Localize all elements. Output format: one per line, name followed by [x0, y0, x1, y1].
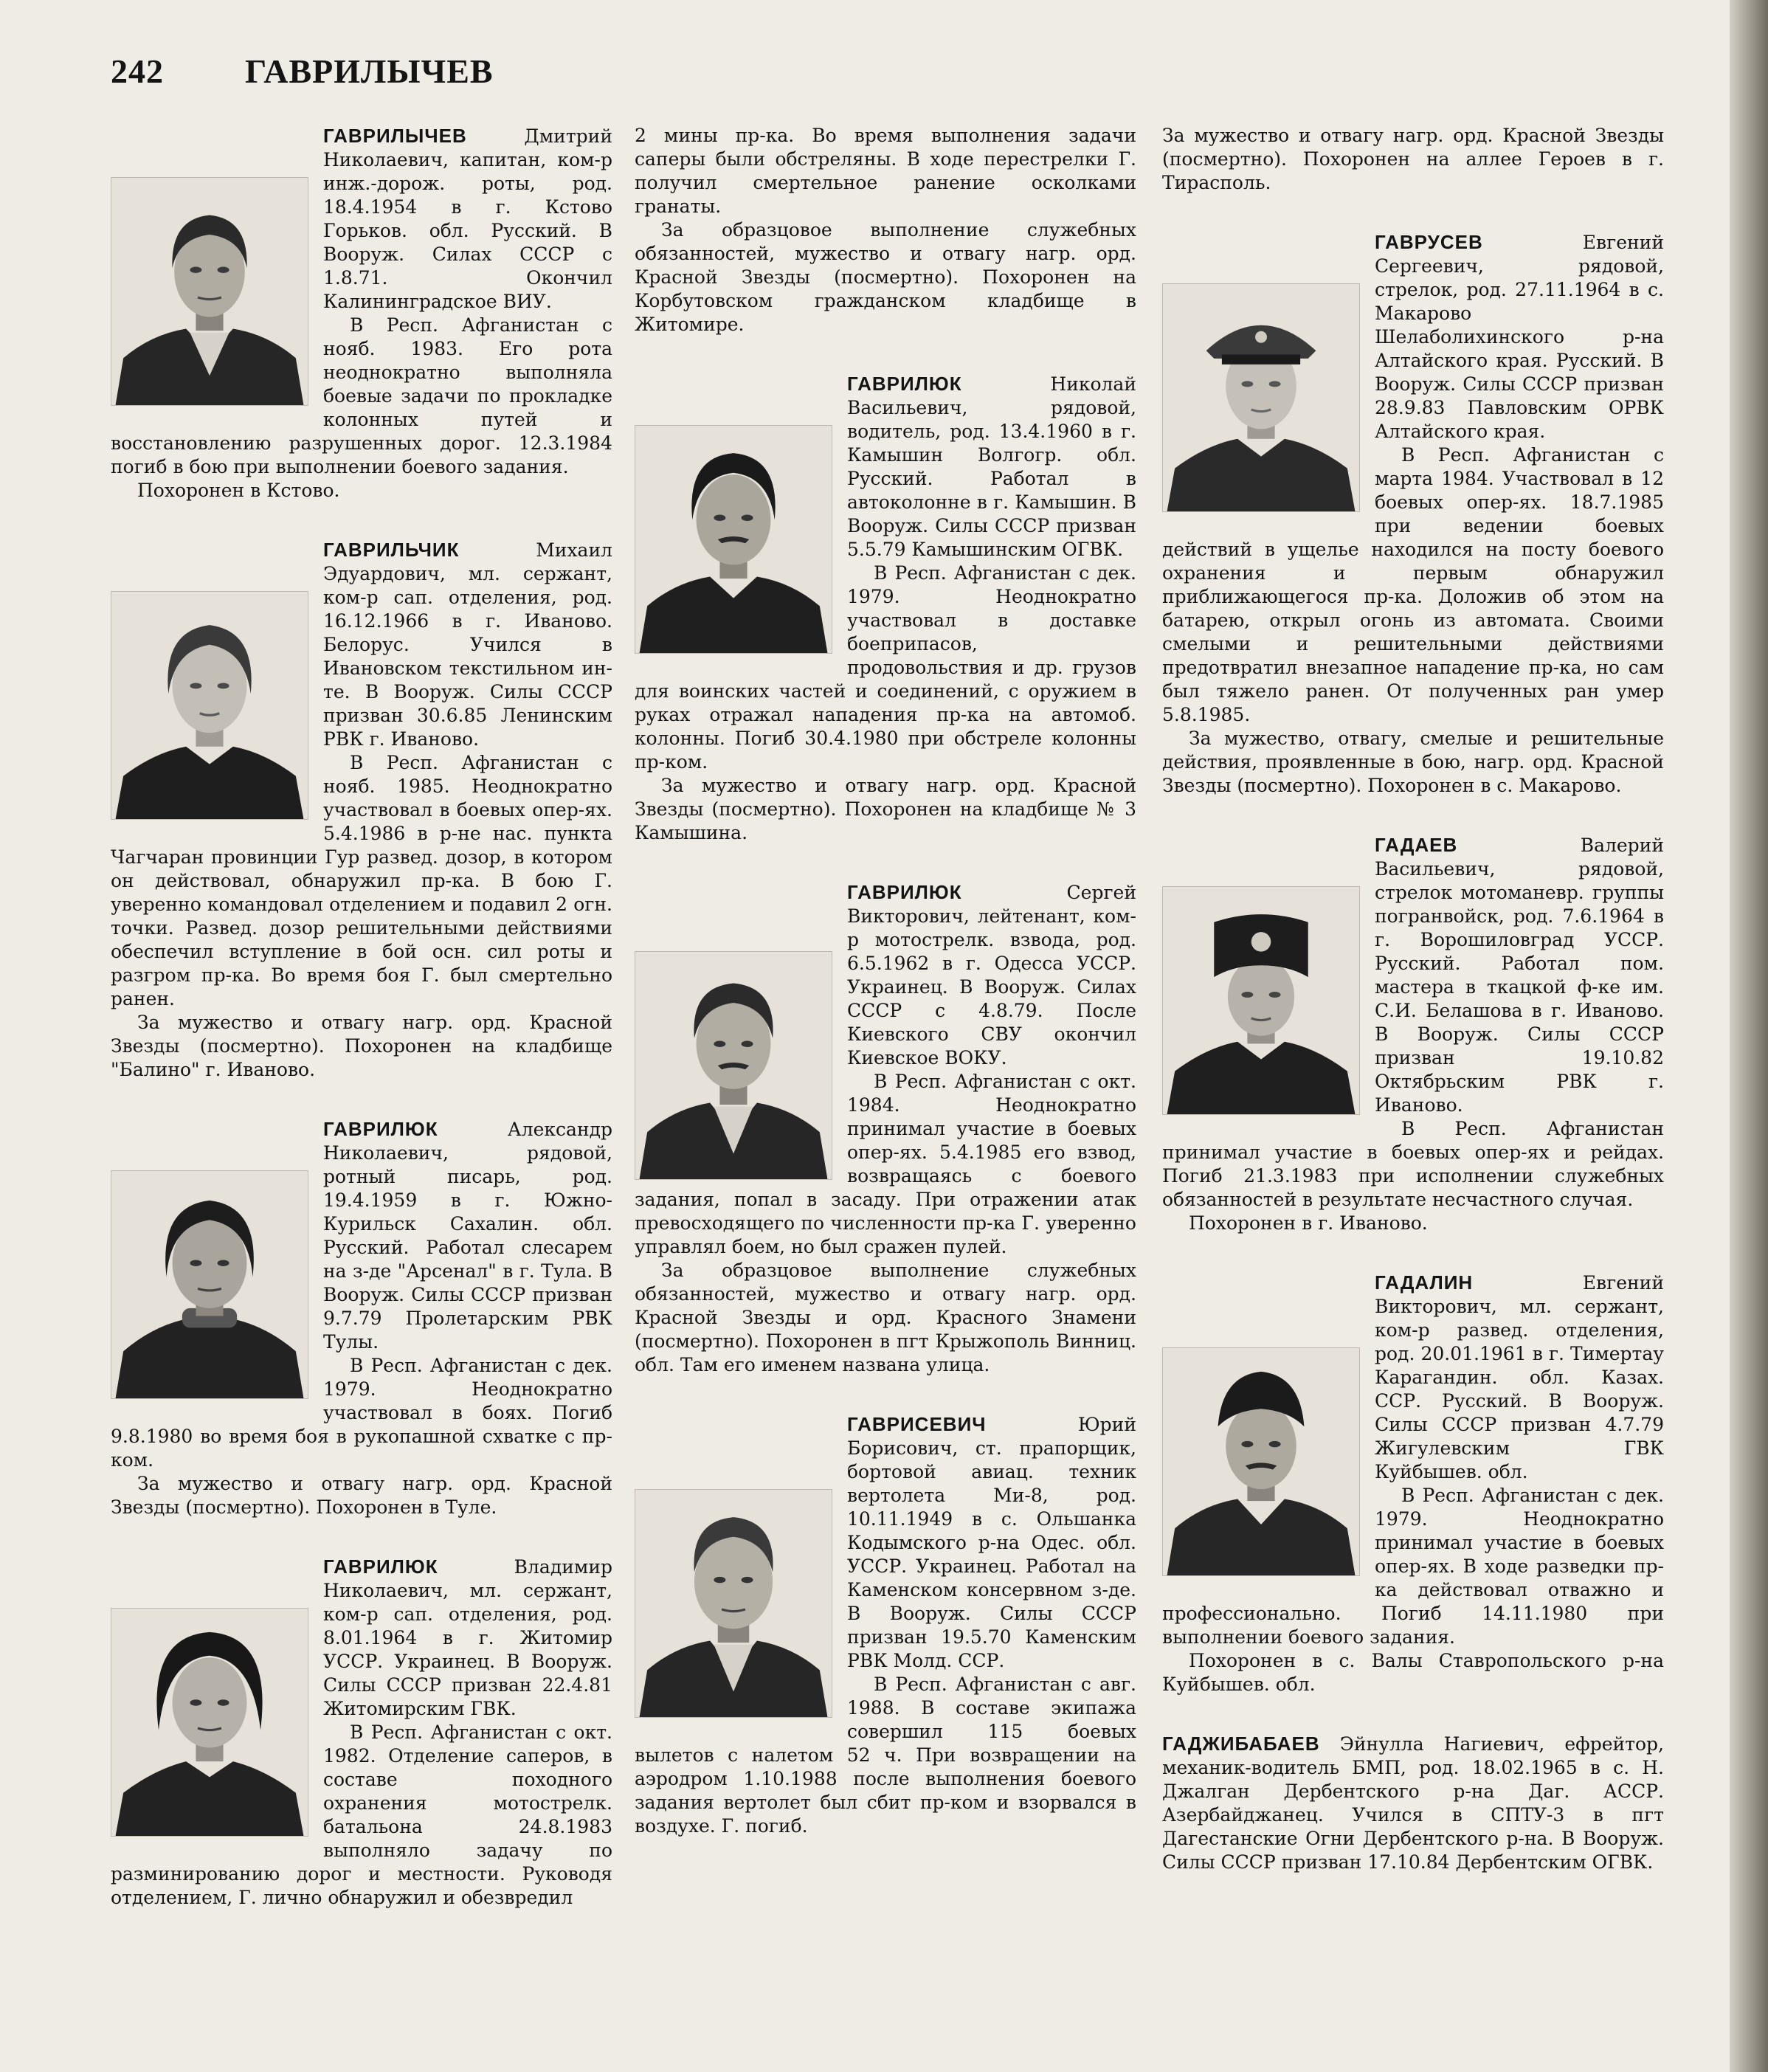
portrait-photo — [635, 951, 832, 1180]
portrait-photo — [111, 1608, 308, 1837]
portrait-photo — [111, 591, 308, 820]
entry-paragraph: В Респ. Афганистан принимал участие в боевых опер-ях и рейдах. Погиб 21.3.1983 при исполнении служебных обязанностей в результате несчастного случая. — [1162, 1118, 1664, 1210]
entry-gavrilychev — [111, 124, 612, 503]
entry-paragraph: В Респ. Афганистан с дек. 1979. Неоднократно участвовал в доставке боеприпасов, продовольствия и др. грузов для воинских частей и соединений, с оружием в руках отражал нападения пр-ка на автомоб. колонны. Погиб 30.4.1980 при обстреле колонны пр-ком. — [635, 562, 1136, 773]
entry-gavrusev — [1162, 230, 1664, 798]
entry-paragraph: В Респ. Афганистан с дек. 1979. Неоднократно принимал участие в боевых опер-ях. В ходе разведки пр-ка действовал отважно и профессионально. Погиб 14.11.1980 при выполнении боевого задания. — [1162, 1485, 1664, 1648]
entry-lead: Александр Николаевич, рядовой, ротный писарь, род. 19.4.1959 в г. Южно-Курильск Сахалин. обл. Русский. Работал слесарем на з-де "Арсенал" в г. Тула. В Вооруж. Силы СССР призван 9.7.79 Пролетарским РВК Тулы. — [323, 1119, 612, 1353]
entry-paragraph: За образцовое выполнение служебных обязанностей, мужество и отвагу нагр. орд. Красной Звезды и орд. Красного Знамени (посмертно). Похоронен в пгт Крыжополь Винниц. обл. Там его именем названа улица. — [635, 1260, 1136, 1375]
entry-lead: Валерий Васильевич, рядовой, стрелок мотоманевр. группы погранвойск, род. 7.6.1964 в г. Ворошиловград УССР. Русский. Работал пом. мастера в ткацкой ф-ке им. С.И. Белашова в г. Иваново. В Вооруж. Силы СССР призван 19.10.82 Октябрьским РВК г. Иваново. — [1375, 835, 1664, 1116]
entry-lead: Евгений Сергеевич, рядовой, стрелок, род. 27.11.1964 в с. Макарово Шелаболихинского р-на Алтайского края. Русский. В Вооруж. Силы СССР призван 28.9.83 Павловским ОРВК Алтайского края. — [1375, 232, 1664, 442]
page-number: 242 — [111, 52, 164, 90]
entry-surname: ГАВРИЛЮК — [323, 1118, 438, 1140]
entry-gadalin — [1162, 1271, 1664, 1696]
entry-gavrilyuk-vladimir — [111, 1555, 612, 1910]
entry-gavrilyuk-aleksandr — [111, 1117, 612, 1519]
entry-surname: ГАДАЛИН — [1375, 1271, 1474, 1294]
entry-surname: ГАВРИЛЮК — [323, 1555, 438, 1578]
entry-paragraph: За мужество и отвагу нагр. орд. Красной Звезды (посмертно). Похоронен на кладбище № 3 Камышина. — [635, 775, 1136, 843]
entry-paragraph: Похоронен в Кстово. — [137, 480, 340, 501]
entry-surname: ГАВРИЛЫЧЕВ — [323, 125, 467, 147]
portrait-gavrilchik — [111, 592, 308, 819]
entry-paragraph: В Респ. Афганистан с дек. 1979. Неоднократно участвовал в боях. Погиб 9.8.1980 во время боя в рукопашной схватке с пр-ком. — [111, 1355, 612, 1471]
entry-continuation — [635, 124, 1136, 336]
entry-lead: Николай Васильевич, рядовой, водитель, род. 13.4.1960 в г. Камышин Волгогр. обл. Русский. Работал в автоколонне в г. Камышин. В Вооруж. Силы СССР призван 5.5.79 Камышинским ОГВК. — [847, 373, 1136, 560]
entry-lead: Юрий Борисович, ст. прапорщик, бортовой авиац. техник вертолета Ми-8, род. 10.11.1949 в с. Ольшанка Кодымского р-на Одес. обл. УССР. Украинец. Работал на Каменском консервном з-де. В Вооруж. Силы СССР призван 19.5.70 Каменским РВК Молд. ССР. — [847, 1414, 1136, 1671]
running-head: ГАВРИЛЫЧЕВ — [245, 52, 494, 90]
page-edge-shadow — [1730, 0, 1768, 2072]
entry-surname: ГАДАЕВ — [1375, 834, 1458, 856]
portrait-gadaev — [1163, 887, 1359, 1114]
portrait-photo — [111, 177, 308, 406]
entry-paragraph: В Респ. Афганистан с окт. 1984. Неоднократно принимал участие в боевых опер-ях. 5.4.1985 его взвод, возвращаясь с боевого задания, попал в засаду. При отражении атак превосходящего по численности пр-ка Г. уверенно управлял боем, но был сражен пулей. — [635, 1071, 1136, 1257]
portrait-gavrilychev — [111, 178, 308, 405]
entry-paragraph: За мужество, отвагу, смелые и решительные действия, проявленные в бою, нагр. орд. Красной Звезды (посмертно). Похоронен в с. Макарово. — [1162, 728, 1664, 796]
portrait-photo — [1162, 283, 1360, 512]
entry-paragraph: За мужество и отвагу нагр. орд. Красной Звезды (посмертно). Похоронен в Туле. — [111, 1473, 612, 1518]
portrait-photo — [1162, 886, 1360, 1115]
column-3 — [1162, 124, 1664, 1910]
entry-paragraph: В Респ. Афганистан с марта 1984. Участвовал в 12 боевых опер-ях. 18.7.1985 при ведении боевых действий в ущелье находился на посту боевого охранения и первым обнаружил приближающегося пр-ка. Доложив об этом на батарею, открыл огонь из автомата. Своими смелыми и решительными действиями предотвратил внезапное нападение пр-ка, но сам был тяжело ранен. От полученных ран умер 5.8.1985. — [1162, 444, 1664, 725]
portrait-gavrilyuk-aleksandr — [111, 1171, 308, 1398]
portrait-gavrusev — [1163, 284, 1359, 511]
portrait-photo — [635, 425, 832, 654]
portrait-gavrilyuk-vladimir — [111, 1609, 308, 1836]
portrait-gavrilyuk-sergei — [635, 952, 832, 1179]
continuation-paragraph: 2 мины пр-ка. Во время выполнения задачи саперы были обстреляны. В ходе перестрелки Г. получил смертельное ранение осколками гранаты. — [635, 125, 1136, 217]
entry-gavrilyuk-sergei — [635, 880, 1136, 1377]
entry-surname: ГАВРИЛЬЧИК — [323, 539, 460, 561]
entry-lead: Дмитрий Николаевич, капитан, ком-р инж.-дорож. роты, род. 18.4.1954 в г. Кстово Горьков. обл. Русский. В Вооруж. Силах СССР с 1.8.71. Окончил Калининградское ВИУ. — [323, 125, 612, 312]
entry-surname: ГАДЖИБАБАЕВ — [1162, 1733, 1320, 1755]
column-2 — [635, 124, 1136, 1874]
entry-gadaev — [1162, 833, 1664, 1235]
entry-paragraph: Похоронен в г. Иваново. — [1189, 1212, 1428, 1234]
entry-lead: Евгений Викторович, мл. сержант, ком-р развед. отделения, род. 20.01.1961 в г. Тимертау Карагандин. обл. Казах. ССР. Русский. В Вооруж. Силы СССР призван 4.7.79 Жигулевским ГВК Куйбышев. обл. — [1375, 1272, 1664, 1482]
continuation-paragraph: За образцовое выполнение служебных обязанностей, мужество и отвагу нагр. орд. Красной Звезды (посмертно). Похоронен на Корбутовском гражданском кладбище в Житомире. — [635, 219, 1136, 335]
portrait-photo — [1162, 1347, 1360, 1576]
entry-surname: ГАВРУСЕВ — [1375, 231, 1483, 253]
entry-gavrisevich — [635, 1412, 1136, 1838]
portrait-gadalin — [1163, 1348, 1359, 1575]
entry-paragraph: В Респ. Афганистан с окт. 1982. Отделение саперов, в составе походного охранения мотострелк. батальона 24.8.1983 выполняло задачу по разминированию дорог и местности. Руководя отделением, Г. лично обнаружил и обезвредил — [111, 1722, 612, 1908]
entry-gadzhibabaev — [1162, 1732, 1664, 1874]
entry-surname: ГАВРИЛЮК — [847, 881, 962, 903]
entry-paragraph: В Респ. Афганистан с нояб. 1985. Неоднократно участвовал в боевых опер-ях. 5.4.1986 в р-не нас. пункта Чагчаран провинции Гур развед. дозор, в котором он действовал, обнаружил пр-ка. В бою Г. уверенно командовал отделением и подавил 2 огн. точки. Развед. дозор решительными действиями обеспечил вступление в бой осн. сил роты и разгром пр-ка. Во время боя Г. был смертельно ранен. — [111, 752, 612, 1009]
entry-continuation — [1162, 124, 1664, 195]
continuation-paragraph: За мужество и отвагу нагр. орд. Красной Звезды (посмертно). Похоронен на аллее Героев в г. Тирасполь. — [1162, 125, 1664, 193]
portrait-photo — [635, 1489, 832, 1718]
portrait-gavrisevich — [635, 1490, 832, 1717]
entry-paragraph: В Респ. Афганистан с нояб. 1983. Его рота неоднократно выполняла боевые задачи по прокладке колонных путей и восстановлению разрушенных дорог. 12.3.1984 погиб в бою при выполнении боевого задания. — [111, 314, 612, 477]
column-1 — [111, 124, 612, 1945]
entry-gavrilchik — [111, 538, 612, 1082]
entry-lead: Владимир Николаевич, мл. сержант, ком-р сап. отделения, род. 8.01.1964 в г. Житомир УССР. Украинец. В Вооруж. Силы СССР призван 22.4.81 Житомирским ГВК. — [323, 1556, 612, 1719]
entry-paragraph: Похоронен в с. Валы Ставропольского р-на Куйбышев. обл. — [1162, 1650, 1664, 1695]
portrait-photo — [111, 1170, 308, 1399]
entry-lead: Эйнулла Нагиевич, ефрейтор, механик-водитель БМП, род. 18.02.1965 в с. Н. Джалган Дербентского р-на Даг. АССР. Азербайджанец. Учился в СПТУ-3 в пгт Дагестанские Огни Дербентского р-на. В Вооруж. Силы СССР призван 17.10.84 Дербентским ОГВК. — [1162, 1733, 1664, 1873]
entry-surname: ГАВРИСЕВИЧ — [847, 1413, 987, 1435]
portrait-gavrilyuk-nikolai — [635, 426, 832, 653]
entry-lead: Михаил Эдуардович, мл. сержант, ком-р сап. отделения, род. 16.12.1966 в г. Иваново. Белорус. Учился в Ивановском текстильном ин-те. В Вооруж. Силы СССР призван 30.6.85 Ленинским РВК г. Иваново. — [323, 539, 612, 750]
entry-surname: ГАВРИЛЮК — [847, 373, 962, 395]
entry-gavrilyuk-nikolai — [635, 372, 1136, 845]
entry-paragraph: За мужество и отвагу нагр. орд. Красной Звезды (посмертно). Похоронен на кладбище "Балино" г. Иваново. — [111, 1012, 612, 1080]
entry-lead: Сергей Викторович, лейтенант, ком-р мотострелк. взвода, род. 6.5.1962 в г. Одесса УССР. Украинец. В Вооруж. Силах СССР с 4.8.79. После Киевского СВУ окончил Киевское ВОКУ. — [847, 882, 1136, 1068]
entry-paragraph: В Респ. Афганистан с авг. 1988. В составе экипажа совершил 115 боевых вылетов с налетом 52 ч. При возвращении на аэродром 1.10.1988 после выполнения боевого задания вертолет был сбит пр-ком и взорвался в воздухе. Г. погиб. — [635, 1674, 1136, 1837]
